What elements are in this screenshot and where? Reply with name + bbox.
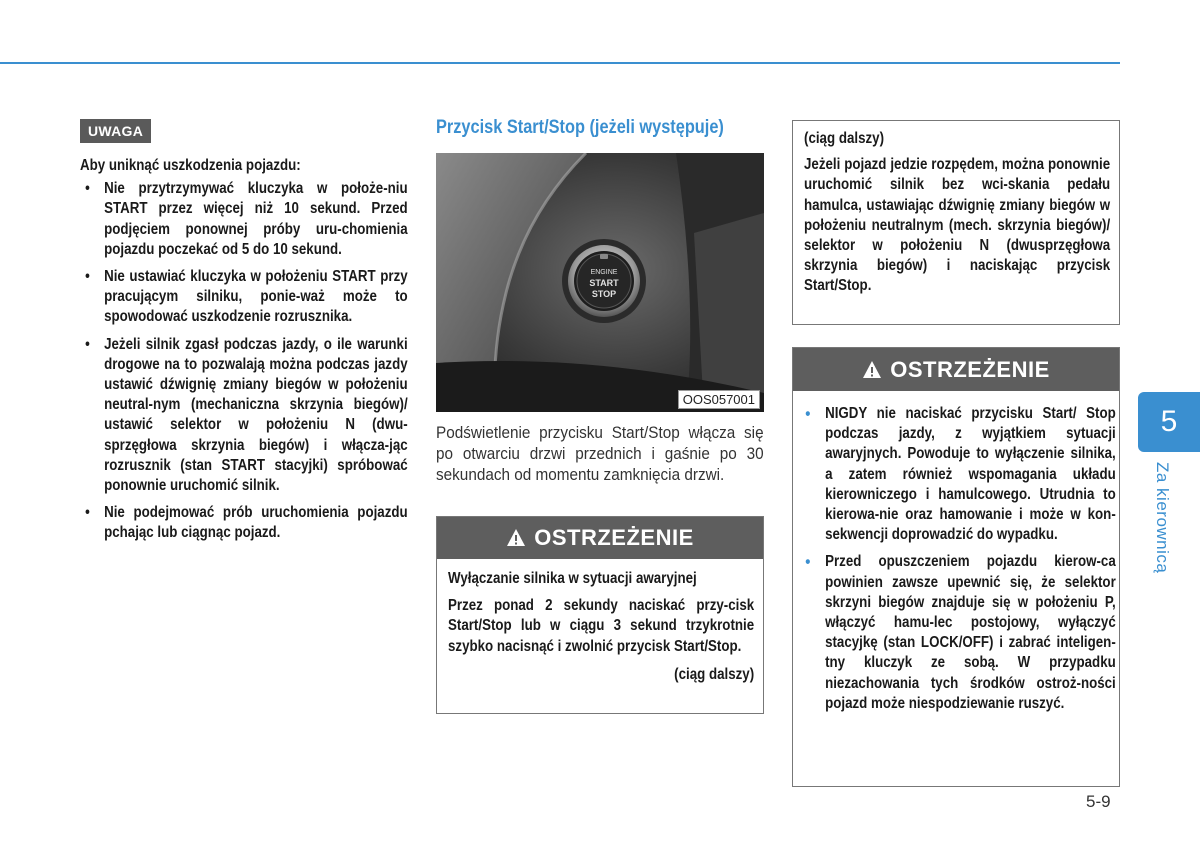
uwaga-body [80,156,408,551]
list-item: • Nie przytrzymywać kluczyka w położe-niu START przez więcej niż 10 sekund. Przed podjęciem ponownej próby uru-chomienia pojazdu poczekać od 5 do 10 sekund. [80,179,408,260]
list-item: • Przed opuszczeniem pojazdu kierow-ca powinien zawsze upewnić się, że selektor skrzyni biegów znajduje się w położeniu P, włączyć hamu-lec postojowy, wyłączyć stacyjkę (stan LOCK/OFF) i zabrać inteligen-tny kluczyk ze sobą. W przypadku niezachowania tych środków ostroż-ności pojazd może niespodziewanie ruszyć. [801,552,1116,714]
chapter-tab: 5 [1138,392,1200,452]
chapter-name: Za kierownicą [1153,462,1172,574]
warning-header [793,348,1119,391]
section-title: Przycisk Start/Stop (jeżeli występuje) [436,117,724,138]
photo-code: OOS057001 [678,390,760,409]
dashboard-illustration [436,153,764,412]
continued-content [804,129,1110,297]
warning-list [801,404,1116,714]
uwaga-list [80,179,408,543]
warning-header [437,517,763,559]
uwaga-badge: UWAGA [80,119,151,143]
warning-label: OSTRZEŻENIE [890,356,1050,382]
warning-box-emergency [436,516,764,714]
continued-label: (ciąg dalszy) [674,665,755,683]
continued-text: Jeżeli pojazd jedzie rozpędem, można ponownie uruchomić silnik bez wci-skania pedału hamulca, ustawiając dźwignię zmiany biegów w położeniu neutralnym (mech. skrzynia biegów)/ selektor w położeniu N (dwusprzęgłowa skrzynia biegów) i naciskając przycisk Start/Stop. [804,156,1111,295]
warning-label: OSTRZEŻENIE [534,525,694,550]
warning-content [801,404,1116,721]
warning-content [448,569,754,685]
warning-text: Przez ponad 2 sekundy naciskać przy-cisk Start/Stop lub w ciągu 3 sekund trzykrotnie szybko nacisnąć i zwolnić przycisk Start/Stop. [448,597,755,655]
start-text: START [589,278,619,288]
list-item: • NIGDY nie naciskać przycisku Start/ Stop podczas jazdy, z wyjątkiem sytuacji awaryjnych. Powoduje to wyłączenie silnika, a zatem również wspomagania układu kierowniczego i hamulcowego. Utrudnia to kierowa-nie oraz hamowanie i może w kon-sekwencji doprowadzić do wypadku. [801,404,1116,545]
warning-triangle-icon [506,528,526,548]
page-number: 5-9 [1086,792,1111,811]
list-item: • Nie podejmować prób uruchomienia pojazdu pchając lub ciągnąc pojazd. [80,503,408,543]
warning-box-driving [792,347,1120,787]
body-text [436,422,764,485]
list-item: • Nie ustawiać kluczyka w położeniu START przy pracującym silniku, ponie-waż może to spowodować uszkodzenie rozrusznika. [80,267,408,328]
warning-triangle-icon [862,360,882,380]
continued-title: (ciąg dalszy) [804,130,885,147]
top-rule [0,62,1120,64]
stop-text: STOP [591,289,617,299]
start-stop-photo [436,153,764,412]
warning-title: Wyłączanie silnika w sytuacji awaryjnej [448,570,697,587]
uwaga-title: Aby uniknąć uszkodzenia pojazdu: [80,157,301,174]
list-item: • Jeżeli silnik zgasł podczas jazdy, o ile warunki drogowe na to pozwalają można podczas jazdy ustawić dźwignię zmiany biegów w położeniu neutral-nym (mechaniczna skrzynia biegów)/ ustawić selektor w położeniu N (dwu-sprzęgłowa skrzynia biegów) i włącza-jąc rozrusznik (stan START stacyjki) spróbować ponownie uruchomić silnik. [80,335,408,497]
engine-text: ENGINE [590,269,618,276]
body-paragraph: Podświetlenie przycisku Start/Stop włącza się po otwarciu drzwi przednich i gaśnie po 30 sekundach od momentu zamknięcia drzwi. [436,423,764,484]
continued-box [792,120,1120,325]
